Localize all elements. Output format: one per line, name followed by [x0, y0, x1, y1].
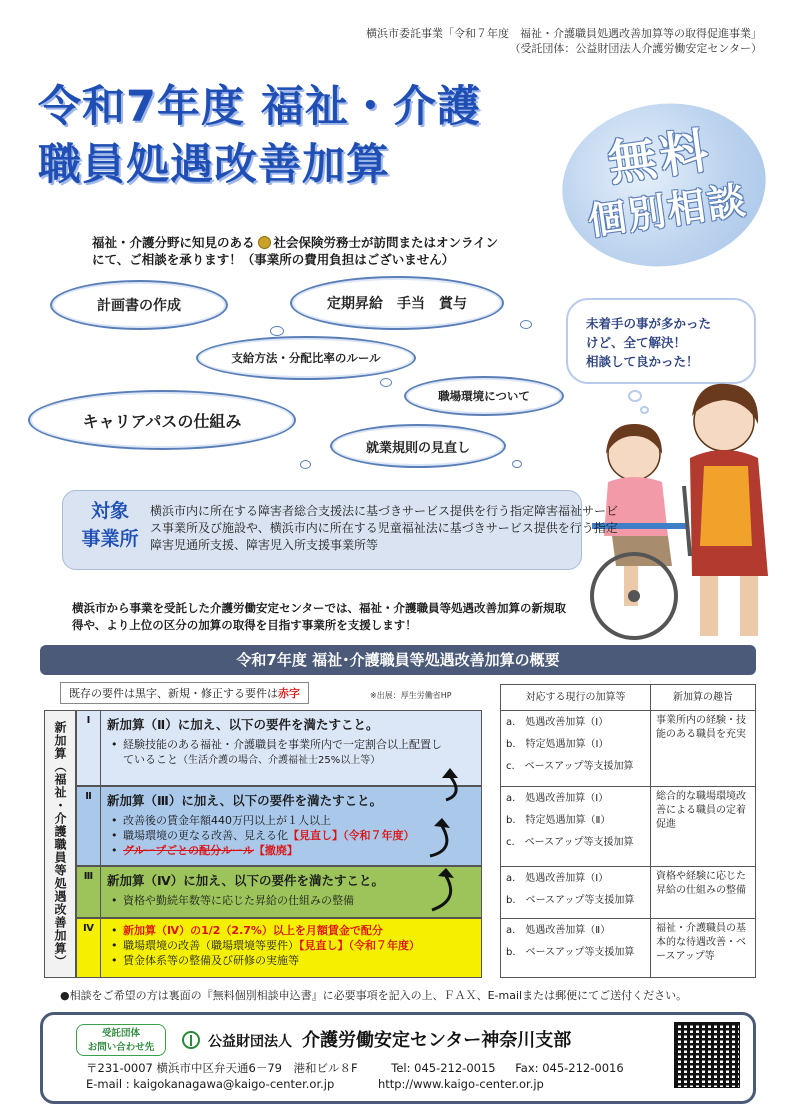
upgrade-arrows — [420, 760, 480, 940]
header-line-2: （受託団体：公益財団法人介護労働安定センター） — [509, 42, 762, 55]
table-item: a. 処遇改善加算（Ⅰ） — [506, 793, 609, 804]
table-row-3-aim: 資格や経験に応じた昇給の仕組みの整備 — [651, 867, 755, 919]
cloud-work-rules-label: 就業規則の見直し — [365, 440, 470, 456]
table-row-1-items — [501, 711, 651, 787]
cloud-dot — [380, 378, 392, 387]
table-row-3-items — [501, 867, 651, 919]
table-header-aim: 新加算の趣旨 — [651, 685, 755, 711]
cloud-dot — [512, 460, 522, 468]
cloud-pay-label: 定期昇給 手当 賞与 — [327, 296, 467, 312]
target-label-1: 対象 — [90, 500, 129, 522]
table-item: b. ベースアップ等支援加算 — [506, 895, 635, 906]
tier-3-item — [111, 893, 471, 908]
table-header-current: 対応する現行の加算等 — [501, 685, 651, 711]
arrow-head-icon — [438, 868, 454, 878]
cloud-dot — [520, 320, 532, 329]
tier-4-item — [111, 953, 471, 968]
arrow-head-icon — [434, 818, 450, 828]
table-item: b. 特定処遇加算（Ⅰ） — [506, 739, 609, 750]
table-item: b. 特定処遇加算（Ⅱ） — [506, 815, 611, 826]
organization-branch: 介護労働安定センター神奈川支部 — [302, 1030, 572, 1051]
table-row-4-items — [501, 919, 651, 977]
tier-2-item-3-strike: グループごとの配分ルール — [123, 844, 254, 857]
email-link[interactable]: E-mail : kaigokanagawa@kaigo-center.or.jp — [86, 1077, 335, 1091]
organization-name — [182, 1026, 571, 1052]
telephone[interactable]: Tel: 045-212-0015 — [391, 1061, 496, 1075]
new-addition-side-label: 新加算（福祉・介護職員等処遇改善加算） — [44, 710, 76, 978]
arrow-up-icon — [432, 876, 451, 910]
target-facilities-text: 横浜市内に所在する障害者総合支援法に基づきサービス提供を行う指定障害福祉サービス事業所及び施設や、横浜市内に所在する児童福祉法に基づきサービス提供を行う指定障害児通所支援、障害児入所支援事業所等 — [150, 504, 619, 552]
testimonial-line-3: 相談して良かった！ — [586, 354, 699, 369]
tier-1-item — [111, 737, 451, 768]
tier-4-number: Ⅳ — [77, 919, 101, 977]
arrow-head-icon — [442, 768, 458, 778]
table-row-2-aim: 総合的な職場環境改善による職員の定着促進 — [651, 787, 755, 867]
tier-1-number: Ⅰ — [77, 711, 101, 785]
tier-4-item-1-red: 新加算（Ⅳ）の1/2（2.7%）以上を月額賃金で配分 — [123, 924, 383, 937]
table-item: c. ベースアップ等支援加算 — [506, 837, 634, 848]
tier-4-item — [111, 938, 471, 953]
labor-consultant-badge-icon — [258, 236, 271, 249]
contact-details — [86, 1060, 624, 1092]
organization-prefix: 公益財団法人 — [208, 1034, 292, 1050]
tier-2-item — [111, 828, 471, 843]
tier-2-item-2-red: 【見直し】（令和７年度） — [288, 829, 415, 842]
cloud-career-path-label: キャリアパスの仕組み — [82, 411, 242, 431]
support-statement: 横浜市から事業を受託した介護労働安定センターでは、福祉・介護職員等処遇改善加算の新規取得や、より上位の区分の加算の取得を目指す事業所を支援します！ — [72, 601, 567, 632]
tier-2-item — [111, 843, 471, 858]
cloud-career-path — [28, 390, 296, 450]
tier-2-item — [111, 813, 471, 828]
title-line-1: 令和7年度 福祉・介護 — [38, 82, 481, 132]
header-line-1: 横浜市委託事業「令和７年度 福祉・介護職員処遇改善加算等の取得促進事業」 — [366, 27, 762, 40]
header-note — [366, 26, 762, 56]
fax: Fax: 045-212-0016 — [515, 1061, 624, 1075]
title-line-2: 職員処遇改善加算 — [38, 140, 390, 190]
table-item: b. ベースアップ等支援加算 — [506, 947, 635, 958]
target-facilities-label — [74, 497, 146, 553]
intro-before-icon: 福祉・介護分野に知見のある — [92, 235, 255, 250]
intro-line-2: にて、ご相談を承ります！（事業所の費用負担はございません） — [92, 252, 455, 267]
intro-after-icon: 社会保険労務士が訪問またはオンライン — [273, 235, 499, 250]
table-item: a. 処遇改善加算（Ⅰ） — [506, 717, 609, 728]
page-title — [38, 78, 481, 194]
cloud-work-rules — [330, 424, 506, 468]
requirement-legend-red: 赤字 — [278, 687, 300, 700]
arrow-up-icon — [430, 826, 447, 856]
tier-3-number: Ⅲ — [77, 867, 101, 917]
free-consultation-badge — [552, 91, 777, 280]
testimonial-line-1: 未着手の事が多かった — [586, 316, 712, 331]
arrow-up-icon — [446, 776, 456, 800]
badge-line-2: 個別相談 — [585, 177, 750, 244]
testimonial-bubble — [566, 298, 756, 384]
application-note: ●相談をご希望の方は裏面の『無料個別相談申込書』に必要事項を記入の上、ＦＡＸ、E-mailまたは郵便にてご送付ください。 — [60, 989, 688, 1002]
cloud-plan-label: 計画書の作成 — [97, 298, 181, 314]
table-row-2-items — [501, 787, 651, 867]
organization-logo-icon — [182, 1031, 200, 1049]
cloud-pay — [290, 276, 504, 330]
tier-4-item-2-text: 職場環境の改善（職場環境等要件） — [123, 939, 299, 952]
tier-3-item-text: 資格や勤続年数等に応じた昇給の仕組みの整備 — [123, 894, 354, 907]
contact-tag-line-1: 受託団体 — [101, 1028, 140, 1039]
cloud-workplace — [404, 376, 564, 416]
contact-tag — [76, 1024, 166, 1056]
tier-4-item-2-red: 【見直し】（令和７年度） — [299, 939, 420, 952]
tier-1-item-note: （生活介護の場合、介護福祉士25%以上等） — [178, 755, 381, 766]
source-note: ※出展：厚生労働省HP — [370, 691, 452, 700]
table-row-1-aim: 事業所内の経験・技能のある職員を充実 — [651, 711, 755, 787]
cloud-dot — [270, 326, 284, 336]
table-item: c. ベースアップ等支援加算 — [506, 761, 634, 772]
tier-2-item-1-text: 改善後の賃金年額440万円以上が１人以上 — [123, 814, 331, 827]
address: 〒231-0007 横浜市中区弁天通6－79 港和ビル８F — [86, 1061, 358, 1075]
tier-2-item-2-text: 職場環境の更なる改善、見える化 — [123, 829, 288, 842]
requirement-legend — [60, 682, 309, 704]
requirement-legend-text: 既存の要件は黒字、新規・修正する要件は — [69, 687, 278, 700]
correspondence-table — [500, 684, 756, 978]
overview-title-bar: 令和7年度 福祉･介護職員等処遇改善加算の概要 — [40, 645, 756, 675]
target-label-2: 事業所 — [81, 528, 139, 550]
badge-line-1: 無料 — [604, 122, 716, 193]
intro-text — [92, 234, 542, 268]
table-item: a. 処遇改善加算（Ⅰ） — [506, 873, 609, 884]
website-link[interactable]: http://www.kaigo-center.or.jp — [377, 1077, 544, 1091]
tier-2-heading: 新加算（Ⅲ）に加え、以下の要件を満たすこと。 — [107, 793, 383, 808]
table-row-4-aim: 福祉・介護職員の基本的な待遇改善・ベースアップ等 — [656, 923, 746, 962]
cloud-distribution-label: 支給方法・分配比率のルール — [231, 351, 381, 365]
tier-2-number: Ⅱ — [77, 787, 101, 865]
cloud-plan — [50, 280, 228, 330]
tier-1-heading: 新加算（Ⅱ）に加え、以下の要件を満たすこと。 — [107, 717, 379, 732]
cloud-workplace-label: 職場環境について — [438, 389, 530, 403]
qr-code-icon[interactable] — [674, 1022, 740, 1088]
contact-tag-line-2: お問い合わせ先 — [87, 1042, 155, 1053]
cloud-dot — [300, 460, 311, 469]
tier-2-item-3-red: 【撤廃】 — [253, 844, 298, 857]
table-item: a. 処遇改善加算（Ⅱ） — [506, 925, 611, 936]
tier-4-item — [111, 923, 471, 938]
cloud-distribution — [196, 336, 416, 380]
tier-4-item-3-text: 賃金体系等の整備及び研修の実施等 — [123, 954, 299, 967]
tier-3-heading: 新加算（Ⅳ）に加え、以下の要件を満たすこと。 — [107, 873, 384, 888]
testimonial-line-2: けど、全て解決！ — [586, 335, 687, 350]
tier-1-item-text: 経験技能のある福祉・介護職員を事業所内で一定割合以上配置していること — [123, 738, 442, 766]
